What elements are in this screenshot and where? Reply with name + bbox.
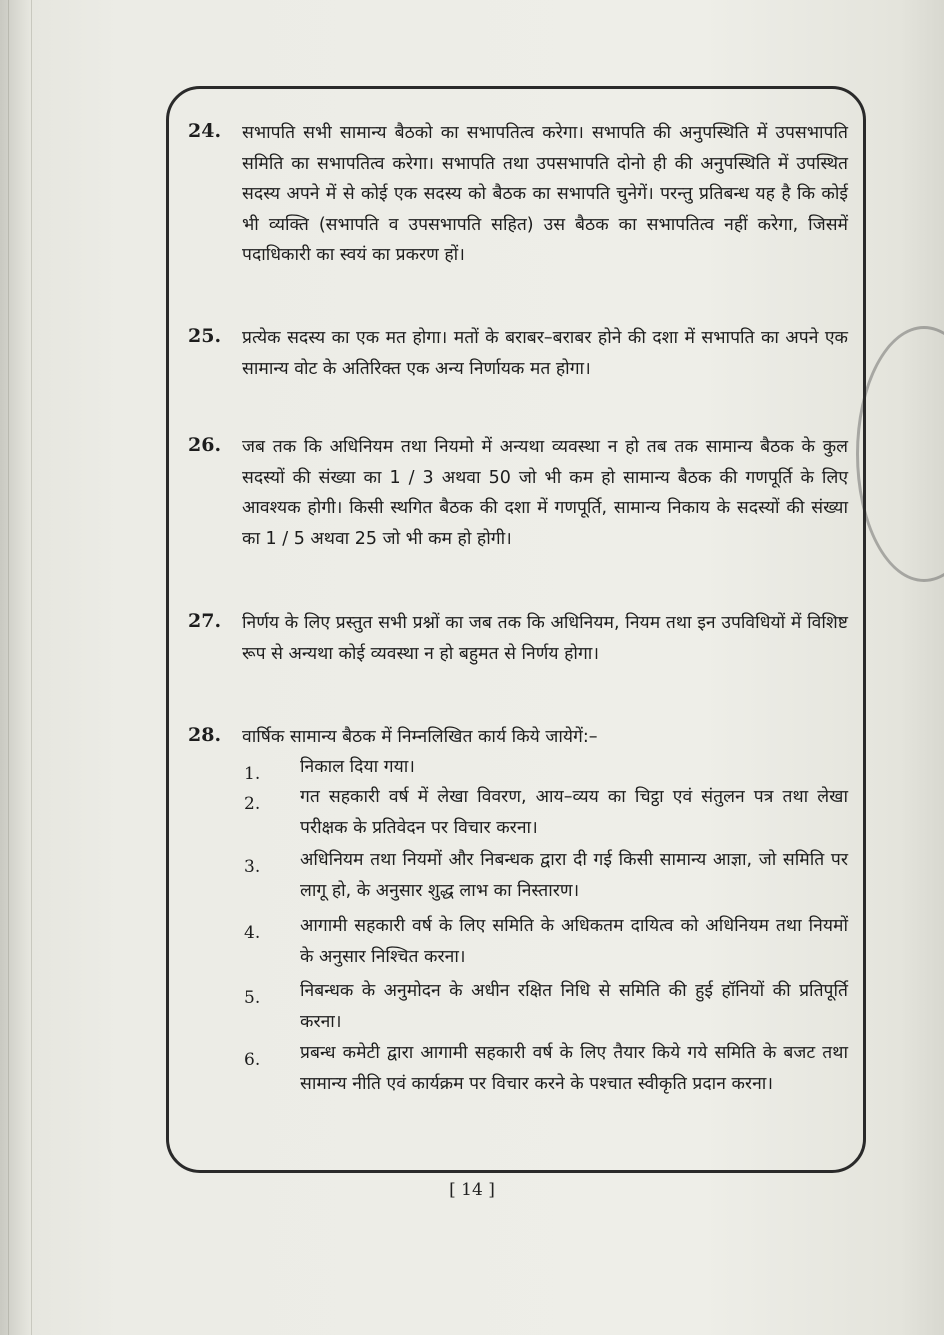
list-item-number: 5. bbox=[244, 988, 261, 1008]
list-item-number: 6. bbox=[244, 1050, 261, 1070]
clause-number: 26. bbox=[188, 434, 222, 456]
clause-25 bbox=[188, 323, 848, 384]
list-item-number: 4. bbox=[244, 923, 261, 943]
clause-24 bbox=[188, 118, 848, 271]
ink-stamp bbox=[856, 326, 944, 582]
list-item bbox=[244, 782, 848, 843]
page-number: [ 14 ] bbox=[449, 1180, 495, 1200]
clause-text: सभापति सभी सामान्य बैठको का सभापतित्व करेगा। सभापति की अनुपस्थिति में उपसभापति समिति का सभापतित्व करेगा। सभापति तथा उपसभापति दोनो ही की अनुपस्थिति में उपस्थित सदस्य अपने में से कोई एक सदस्य को बैठक का सभापति चुनेगें। परन्तु प्रतिबन्ध यह है कि कोई भी व्यक्ति (सभापति व उपसभापति सहित) उस बैठक का सभापतित्व नहीं करेगा, जिसमें पदाधिकारी का स्वयं का प्रकरण हों। bbox=[242, 123, 848, 265]
clause-26 bbox=[188, 432, 848, 554]
list-item-text: आगामी सहकारी वर्ष के लिए समिति के अधिकतम दायित्व को अधिनियम तथा नियमों के अनुसार निश्चित करना। bbox=[300, 916, 848, 967]
clause-28 bbox=[188, 722, 848, 753]
list-item-number: 1. bbox=[244, 764, 261, 784]
list-item bbox=[244, 845, 848, 906]
clause-text: निर्णय के लिए प्रस्तुत सभी प्रश्नों का जब तक कि अधिनियम, नियम तथा इन उपविधियों में विशिष्ट रूप से अन्यथा कोई व्यवस्था न हो बहुमत से निर्णय होगा। bbox=[242, 613, 848, 664]
page-binding-edge bbox=[8, 0, 32, 1335]
list-item bbox=[244, 752, 848, 784]
clause-number: 24. bbox=[188, 120, 222, 142]
clause-27 bbox=[188, 608, 848, 669]
clause-number: 28. bbox=[188, 724, 222, 746]
list-item bbox=[244, 911, 848, 972]
list-item-text: गत सहकारी वर्ष में लेखा विवरण, आय–व्यय का चिट्ठा एवं संतुलन पत्र तथा लेखा परीक्षक के प्रतिवेदन पर विचार करना। bbox=[300, 787, 848, 838]
list-item bbox=[244, 1038, 848, 1099]
list-item-number: 2. bbox=[244, 794, 261, 814]
list-item-text: प्रबन्ध कमेटी द्वारा आगामी सहकारी वर्ष के लिए तैयार किये गये समिति के बजट तथा सामान्य नीति एवं कार्यक्रम पर विचार करने के पश्चात स्वीकृति प्रदान करना। bbox=[300, 1043, 848, 1094]
clause-text: प्रत्येक सदस्य का एक मत होगा। मतों के बराबर–बराबर होने की दशा में सभापति का अपने एक सामान्य वोट के अतिरिक्त एक अन्य निर्णायक मत होगा। bbox=[242, 328, 848, 379]
clause-text: जब तक कि अधिनियम तथा नियमो में अन्यथा व्यवस्था न हो तब तक सामान्य बैठक के कुल सदस्यों की संख्या का 1 / 3 अथवा 50 जो भी कम हो सामान्य बैठक की गणपूर्ति के लिए आवश्यक होगी। किसी स्थगित बैठक की दशा में गणपूर्ति, सामान्य निकाय के सदस्यों की संख्या का 1 / 5 अथवा 25 जो भी कम हो होगी। bbox=[242, 437, 848, 549]
clause-number: 27. bbox=[188, 610, 222, 632]
list-item bbox=[244, 976, 848, 1037]
list-item-text: निकाल दिया गया। bbox=[300, 757, 415, 777]
clause-number: 25. bbox=[188, 325, 222, 347]
list-item-number: 3. bbox=[244, 857, 261, 877]
list-item-text: निबन्धक के अनुमोदन के अधीन रक्षित निधि से समिति की हुई हॉनियों की प्रतिपूर्ति करना। bbox=[300, 981, 848, 1032]
clause-text: वार्षिक सामान्य बैठक में निम्नलिखित कार्य किये जायेगें:– bbox=[242, 727, 598, 747]
list-item-text: अधिनियम तथा नियमों और निबन्धक द्वारा दी गई किसी सामान्य आज्ञा, जो समिति पर लागू हो, के अनुसार शुद्ध लाभ का निस्तारण। bbox=[300, 850, 848, 901]
